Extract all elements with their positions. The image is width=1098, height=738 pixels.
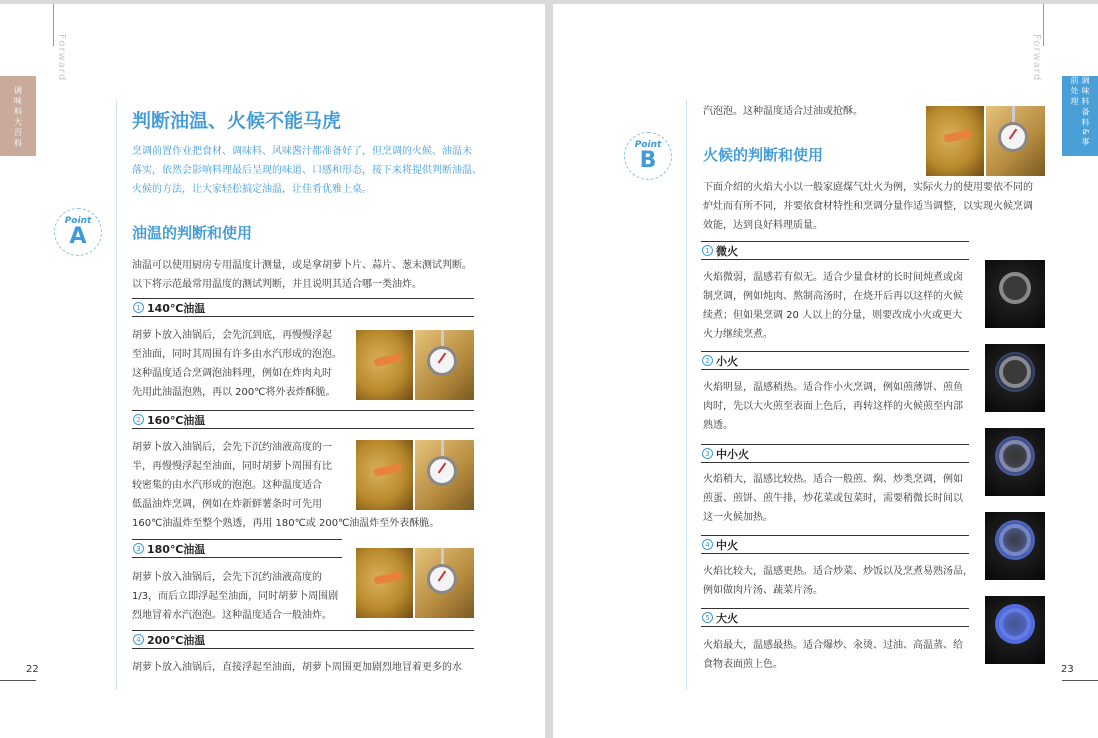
page-number: 23 [1061,664,1074,675]
item-header: 2 小火 [701,351,969,370]
forward-label: Forward [1031,34,1042,82]
thermometer-photo [986,106,1045,176]
footer-rule [1062,680,1098,681]
section-text: 下面介绍的火焰大小以一般家庭煤气灶火为例，实际火力的使用要依不同的 炉灶而有所不同，并要依食材特性和烹调分量作适当调整，以实现火候烹调 效能，达到良好料理质量。 [703,182,1033,231]
stove-flame-photo [985,512,1045,580]
corner-rule [1043,4,1044,46]
section-title: 油温的判断和使用 [132,224,253,242]
page-title: 判断油温、火候不能马虎 [132,110,342,132]
left-page [0,4,545,738]
thermometer-photo [415,330,474,400]
intro-text: 烹调前置作业把食材、调味料、风味酱汁都准备好了，但烹调的火候、油温未 落实，依然会影响料理最后呈现的味道、口感和形态，接下来将提供判断油温、 火候的方法，让大家轻松搞定油温，让佳肴优雅上桌。 [132,146,482,195]
item-text: 胡萝卜放入油锅后，会先下沉约油液高度的一 半，再慢慢浮起至油面，同时胡萝卜周围有比 较密集的由水汽形成的泡泡。这种温度适合 低温油炸烹调，例如在炸新鲜薯条时可先用 160℃油温炸至整个熟透，再用 180℃或 200℃油温炸至外表酥脆。 [132,442,440,529]
continuation-text: 汽泡泡。这种温度适合过油或抢酥。 [703,106,863,117]
side-tab: 调 味 料 备 料 & 事 前 处 理 [1062,76,1098,156]
item-text: 火焰最大，温感最热。适合爆炒、汆烫、过油、高温蒸、给 食物表面煎上色。 [703,640,963,670]
thermometer-photo [415,548,474,618]
item-header: 3 中小火 [701,444,969,463]
carrot-in-oil-photo [926,106,984,176]
footer-rule [0,680,36,681]
margin-rule [116,100,117,690]
right-page [553,4,1098,738]
item-text: 火焰比较大，温感更热。适合炒菜、炒饭以及烹煮易熟汤品， 例如做肉片汤、蔬菜片汤。 [703,566,973,596]
point-a-badge: Point A [54,208,102,256]
carrot-in-oil-photo [356,440,413,510]
item-header: 1 140℃油温 [132,298,474,317]
stove-flame-photo [985,428,1045,496]
side-tab: 调 味 料 大 百 科 [0,76,36,156]
carrot-in-oil-photo [356,330,413,400]
section-title: 火候的判断和使用 [703,146,824,164]
stove-flame-photo [985,344,1045,412]
item-header: 1 微火 [701,241,969,260]
item-header: 4 中火 [701,535,969,554]
stove-flame-photo [985,260,1045,328]
item-header: 3 180℃油温 [132,539,342,558]
item-text: 胡萝卜放入油锅后，直接浮起至油面，胡萝卜周围更加剧烈地冒着更多的水 [132,662,462,673]
thermometer-photo [415,440,474,510]
item-header: 2 160℃油温 [132,410,474,429]
point-b-badge: Point B [624,132,672,180]
item-text: 火焰明显，温感稍热。适合作小火烹调，例如煎薄饼、煎鱼 肉时，先以大火煎至表面上色后，再转这样的火候煎至内部 熟透。 [703,382,963,431]
item-text: 胡萝卜放入油锅后，会先沉到底，再慢慢浮起 至油面，同时其周围有许多由水汽形成的泡泡。 这种温度适合烹调泡油料理，例如在炸肉丸时 先用此油温泡熟，再以 200℃将外表炸酥脆。 [132,330,342,398]
carrot-in-oil-photo [356,548,413,618]
item-header: 5 大火 [701,608,969,627]
page-number: 22 [26,664,39,675]
item-text: 火焰稍大，温感比较热。适合一般煎、焖、炒类烹调，例如 煎蛋、煎饼、煎牛排，炒花菜或包菜时，需要稍微长时间以 这一火候加热。 [703,474,963,523]
item-text: 胡萝卜放入油锅后，会先下沉约油液高度的 1/3，而后立即浮起至油面，同时胡萝卜周围剧 烈地冒着水汽泡泡。这种温度适合一般油炸。 [132,572,339,621]
forward-label: Forward [56,34,67,82]
item-header: 4 200℃油温 [132,630,474,649]
corner-rule [53,4,54,46]
item-text: 火焰微弱，温感若有似无。适合少量食材的长时间炖煮或卤 制烹调，例如炖肉、熬制高汤时，在烧开后再以这样的火候 续煮；但如果烹调 20 人以上的分量，则要改成小火或更大 火力继续烹煮。 [703,272,963,340]
section-text: 油温可以使用厨房专用温度计测量，或是拿胡萝卜片、蒜片、葱末测试判断。 以下将示范最常用温度的测试判断，并且说明其适合哪一类油炸。 [132,260,472,290]
margin-rule [686,100,687,690]
stove-flame-photo [985,596,1045,664]
